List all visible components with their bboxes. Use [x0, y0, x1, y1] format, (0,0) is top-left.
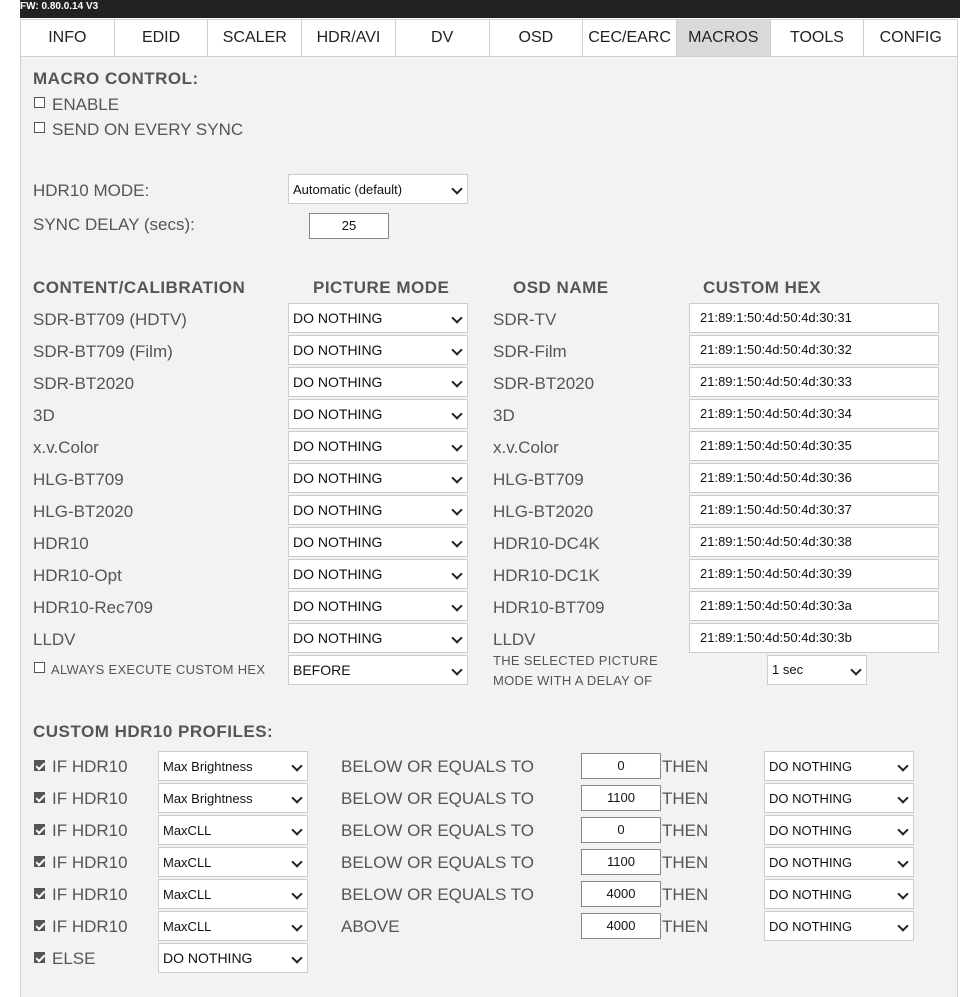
picture-mode-value: DO NOTHING — [293, 406, 383, 422]
hdr10-mode-label: HDR10 MODE: — [33, 181, 150, 200]
custom-hex-input[interactable]: 21:89:1:50:4d:50:4d:30:38 — [689, 527, 939, 557]
tab-cec-earc[interactable]: CEC/EARC — [583, 20, 677, 56]
chevron-down-icon — [451, 440, 462, 451]
profile-action-select[interactable] — [764, 911, 914, 941]
custom-hex-input[interactable]: 21:89:1:50:4d:50:4d:30:32 — [689, 335, 939, 365]
profile-if-label: IF HDR10 — [52, 853, 128, 872]
profile-enable-checkbox[interactable] — [34, 856, 45, 867]
profile-then-label: THEN — [662, 885, 709, 904]
profile-then-label: THEN — [662, 853, 709, 872]
picture-mode-select[interactable] — [288, 623, 468, 653]
profile-value-input[interactable]: 4000 — [581, 913, 661, 939]
profile-condition-label: BELOW OR EQUALS TO — [341, 789, 535, 808]
profile-if-label: IF HDR10 — [52, 885, 128, 904]
content-label: HDR10-Opt — [33, 566, 122, 585]
profile-value-input[interactable]: 1100 — [581, 785, 661, 811]
picture-mode-select[interactable] — [288, 463, 468, 493]
picture-mode-select[interactable] — [288, 431, 468, 461]
picture-mode-value: DO NOTHING — [293, 374, 383, 390]
profile-action-value: DO NOTHING — [769, 823, 853, 838]
picture-mode-value: DO NOTHING — [293, 438, 383, 454]
chevron-down-icon — [897, 792, 908, 803]
picture-mode-value: DO NOTHING — [293, 502, 383, 518]
chevron-down-icon — [291, 856, 302, 867]
profile-metric-select[interactable] — [158, 847, 308, 877]
tab-info[interactable]: INFO — [21, 20, 115, 56]
osd-name-label: LLDV — [493, 630, 536, 649]
hdr10-mode-select[interactable] — [288, 174, 468, 204]
picture-mode-value: DO NOTHING — [293, 598, 383, 614]
chevron-down-icon — [897, 760, 908, 771]
chevron-down-icon — [850, 664, 861, 675]
profile-value-input[interactable]: 0 — [581, 817, 661, 843]
chevron-down-icon — [451, 344, 462, 355]
content-label: 3D — [33, 406, 55, 425]
sync-delay-label: SYNC DELAY (secs): — [33, 215, 195, 234]
profile-action-select[interactable] — [764, 879, 914, 909]
profile-condition-label: BELOW OR EQUALS TO — [341, 885, 535, 904]
profile-metric-value: Max Brightness — [163, 791, 253, 806]
profile-enable-checkbox[interactable] — [34, 920, 45, 931]
chevron-down-icon — [451, 408, 462, 419]
profile-then-label: THEN — [662, 789, 709, 808]
osd-name-label: HLG-BT2020 — [493, 502, 594, 521]
tab-osd[interactable]: OSD — [490, 20, 584, 56]
picture-mode-select[interactable] — [288, 335, 468, 365]
chevron-down-icon — [451, 632, 462, 643]
else-action-select[interactable] — [158, 943, 308, 973]
profile-then-label: THEN — [662, 917, 709, 936]
chevron-down-icon — [897, 920, 908, 931]
content-label: HDR10 — [33, 534, 89, 553]
profile-condition-label: BELOW OR EQUALS TO — [341, 821, 535, 840]
macro-control-heading: MACRO CONTROL: — [33, 69, 199, 88]
content-label: SDR-BT2020 — [33, 374, 135, 393]
chevron-down-icon — [451, 664, 462, 675]
picture-mode-select[interactable] — [288, 559, 468, 589]
hdr10-mode-value: Automatic (default) — [293, 182, 403, 197]
tab-bar — [20, 19, 958, 57]
profile-metric-value: MaxCLL — [163, 887, 212, 902]
profile-action-select[interactable] — [764, 751, 914, 781]
chevron-down-icon — [291, 824, 302, 835]
chevron-down-icon — [451, 183, 462, 194]
profile-action-select[interactable] — [764, 783, 914, 813]
picture-mode-select[interactable] — [288, 527, 468, 557]
chevron-down-icon — [897, 888, 908, 899]
delay-description-line1: THE SELECTED PICTURE — [493, 653, 658, 668]
custom-hex-input[interactable]: 21:89:1:50:4d:50:4d:30:39 — [689, 559, 939, 589]
custom-hex-input[interactable]: 21:89:1:50:4d:50:4d:30:37 — [689, 495, 939, 525]
osd-name-label: HDR10-BT709 — [493, 598, 605, 617]
chevron-down-icon — [451, 472, 462, 483]
profile-metric-value: MaxCLL — [163, 919, 212, 934]
osd-name-label: SDR-TV — [493, 310, 557, 329]
chevron-down-icon — [291, 952, 302, 963]
delay-description-line2: MODE WITH A DELAY OF — [493, 673, 653, 688]
picture-mode-select[interactable] — [288, 591, 468, 621]
macros-panel — [20, 57, 958, 997]
profile-action-select[interactable] — [764, 815, 914, 845]
profile-metric-select[interactable] — [158, 751, 308, 781]
send-on-every-sync-label: SEND ON EVERY SYNC — [52, 120, 244, 139]
picture-mode-heading: PICTURE MODE — [313, 278, 450, 297]
picture-mode-value: DO NOTHING — [293, 342, 383, 358]
profile-metric-value: Max Brightness — [163, 759, 253, 774]
profile-action-value: DO NOTHING — [769, 919, 853, 934]
picture-mode-value: DO NOTHING — [293, 630, 383, 646]
chevron-down-icon — [451, 312, 462, 323]
content-label: HDR10-Rec709 — [33, 598, 153, 617]
osd-name-label: SDR-Film — [493, 342, 567, 361]
picture-mode-value: DO NOTHING — [293, 534, 383, 550]
custom-hex-input[interactable]: 21:89:1:50:4d:50:4d:30:36 — [689, 463, 939, 493]
profile-enable-checkbox[interactable] — [34, 760, 45, 771]
content-label: HLG-BT2020 — [33, 502, 134, 521]
always-execute-checkbox[interactable] — [34, 662, 45, 673]
else-label: ELSE — [52, 949, 96, 968]
content-calibration-heading: CONTENT/CALIBRATION — [33, 278, 246, 297]
profile-then-label: THEN — [662, 821, 709, 840]
profile-if-label: IF HDR10 — [52, 789, 128, 808]
osd-name-label: HDR10-DC4K — [493, 534, 600, 553]
profile-action-value: DO NOTHING — [769, 887, 853, 902]
profile-enable-checkbox[interactable] — [34, 824, 45, 835]
profile-if-label: IF HDR10 — [52, 821, 128, 840]
delay-value: 1 sec — [772, 662, 804, 677]
tab-scaler[interactable]: SCALER — [208, 20, 302, 56]
chevron-down-icon — [451, 568, 462, 579]
profile-enable-checkbox[interactable] — [34, 792, 45, 803]
custom-hex-input[interactable]: 21:89:1:50:4d:50:4d:30:35 — [689, 431, 939, 461]
profile-metric-value: MaxCLL — [163, 823, 212, 838]
send-on-every-sync-checkbox[interactable] — [34, 122, 45, 133]
execute-timing-value: BEFORE — [293, 662, 351, 678]
picture-mode-select[interactable] — [288, 303, 468, 333]
chevron-down-icon — [291, 920, 302, 931]
else-checkbox[interactable] — [34, 952, 45, 963]
profile-metric-select[interactable] — [158, 911, 308, 941]
top-bar — [20, 0, 960, 18]
profile-condition-label: ABOVE — [341, 917, 400, 936]
picture-mode-value: DO NOTHING — [293, 566, 383, 582]
delay-select[interactable] — [767, 655, 867, 685]
picture-mode-select[interactable] — [288, 367, 468, 397]
picture-mode-select[interactable] — [288, 399, 468, 429]
custom-hex-input[interactable]: 21:89:1:50:4d:50:4d:30:3a — [689, 591, 939, 621]
content-label: SDR-BT709 (HDTV) — [33, 310, 187, 329]
content-label: HLG-BT709 — [33, 470, 124, 489]
chevron-down-icon — [451, 600, 462, 611]
custom-hex-input[interactable]: 21:89:1:50:4d:50:4d:30:3b — [689, 623, 939, 653]
chevron-down-icon — [451, 376, 462, 387]
chevron-down-icon — [291, 792, 302, 803]
tab-hdr-avi[interactable]: HDR/AVI — [302, 20, 396, 56]
tab-edid[interactable]: EDID — [115, 20, 209, 56]
custom-hdr10-profiles-heading: CUSTOM HDR10 PROFILES: — [33, 722, 274, 741]
firmware-version: FW: 0.80.0.14 V3 — [20, 1, 99, 12]
content-label: LLDV — [33, 630, 76, 649]
picture-mode-select[interactable] — [288, 495, 468, 525]
osd-name-label: x.v.Color — [493, 438, 559, 457]
enable-label: ENABLE — [52, 95, 120, 114]
picture-mode-value: DO NOTHING — [293, 310, 383, 326]
profile-metric-select[interactable] — [158, 783, 308, 813]
profile-action-value: DO NOTHING — [769, 759, 853, 774]
custom-hex-input[interactable]: 21:89:1:50:4d:50:4d:30:34 — [689, 399, 939, 429]
chevron-down-icon — [451, 504, 462, 515]
profile-if-label: IF HDR10 — [52, 757, 128, 776]
profile-metric-select[interactable] — [158, 879, 308, 909]
tab-dv[interactable]: DV — [396, 20, 490, 56]
else-action-value: DO NOTHING — [163, 950, 253, 966]
always-execute-label: ALWAYS EXECUTE CUSTOM HEX — [51, 662, 266, 677]
osd-name-label: 3D — [493, 406, 515, 425]
profile-if-label: IF HDR10 — [52, 917, 128, 936]
custom-hex-input[interactable]: 21:89:1:50:4d:50:4d:30:31 — [689, 303, 939, 333]
custom-hex-input[interactable]: 21:89:1:50:4d:50:4d:30:33 — [689, 367, 939, 397]
sync-delay-input[interactable]: 25 — [309, 213, 389, 239]
profile-metric-select[interactable] — [158, 815, 308, 845]
profile-condition-label: BELOW OR EQUALS TO — [341, 853, 535, 872]
execute-timing-select[interactable] — [288, 655, 468, 685]
profile-action-select[interactable] — [764, 847, 914, 877]
profile-action-value: DO NOTHING — [769, 855, 853, 870]
tab-macros[interactable]: MACROS — [677, 20, 771, 56]
chevron-down-icon — [897, 856, 908, 867]
picture-mode-value: DO NOTHING — [293, 470, 383, 486]
content-label: x.v.Color — [33, 438, 99, 457]
osd-name-heading: OSD NAME — [513, 278, 609, 297]
profile-value-input[interactable]: 4000 — [581, 881, 661, 907]
profile-enable-checkbox[interactable] — [34, 888, 45, 899]
profile-then-label: THEN — [662, 757, 709, 776]
tab-tools[interactable]: TOOLS — [771, 20, 865, 56]
profile-action-value: DO NOTHING — [769, 791, 853, 806]
content-label: SDR-BT709 (Film) — [33, 342, 173, 361]
chevron-down-icon — [291, 888, 302, 899]
profile-metric-value: MaxCLL — [163, 855, 212, 870]
enable-checkbox[interactable] — [34, 97, 45, 108]
profile-value-input[interactable]: 1100 — [581, 849, 661, 875]
profile-value-input[interactable]: 0 — [581, 753, 661, 779]
osd-name-label: HLG-BT709 — [493, 470, 584, 489]
osd-name-label: HDR10-DC1K — [493, 566, 600, 585]
osd-name-label: SDR-BT2020 — [493, 374, 595, 393]
profile-condition-label: BELOW OR EQUALS TO — [341, 757, 535, 776]
chevron-down-icon — [291, 760, 302, 771]
chevron-down-icon — [897, 824, 908, 835]
tab-config[interactable]: CONFIG — [864, 20, 957, 56]
custom-hex-heading: CUSTOM HEX — [703, 278, 822, 297]
chevron-down-icon — [451, 536, 462, 547]
